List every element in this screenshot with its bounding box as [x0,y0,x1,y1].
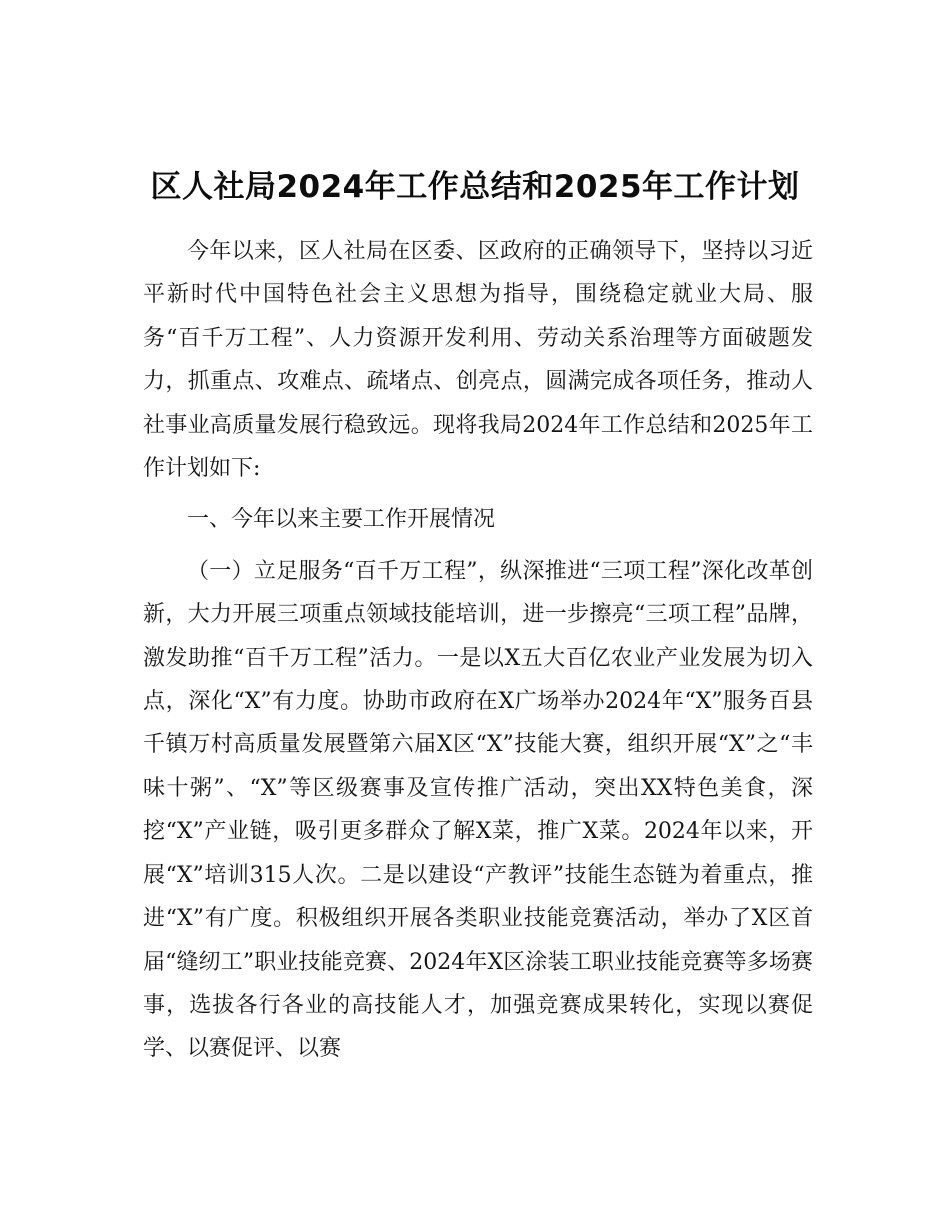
document-body [143,230,813,1071]
section-heading: 一、今年以来主要工作开展情况 [187,507,496,533]
section-1-paragraph: （一）立足服务“百千万工程”，纵深推进“三项工程”深化改革创新，大力开展三项重点领域技能培训，进一步擦亮“三项工程”品牌，激发助推“百千万工程”活力。一是以X五大百亿农业产业发展为切入点，深化“X”有力度。协助市政府在X广场举办2024年“X”服务百县千镇万村高质量发展暨第六届X区“X”技能大赛，组织开展“X”之“丰味十粥”、“X”等区级赛事及宣传推广活动，突出XX特色美食，深挖“X”产业链，吸引更多群众了解X菜，推广X菜。2024年以来，开展“X”培训315人次。二是以建设“产教评”技能生态链为着重点，推进“X”有广度。积极组织开展各类职业技能竞赛活动，举办了X区首届“缝纫工”职业技能竞赛、2024年X区涂装工职业技能竞赛等多场赛事，选拔各行各业的高技能人才，加强竞赛成果转化，实现以赛促学、以赛促评、以赛 [143,558,813,1062]
document-title: 区人社局2024年工作总结和2025年工作计划 [150,169,800,205]
intro-paragraph: 今年以来，区人社局在区委、区政府的正确领导下，坚持以习近平新时代中国特色社会主义思想为指导，围绕稳定就业大局、服务“百千万工程”、人力资源开发利用、劳动关系治理等方面破题发力，抓重点、攻难点、疏堵点、创亮点，圆满完成各项任务，推动人社事业高质量发展行稳致远。现将我局2024年工作总结和2025年工作计划如下: [143,239,813,482]
